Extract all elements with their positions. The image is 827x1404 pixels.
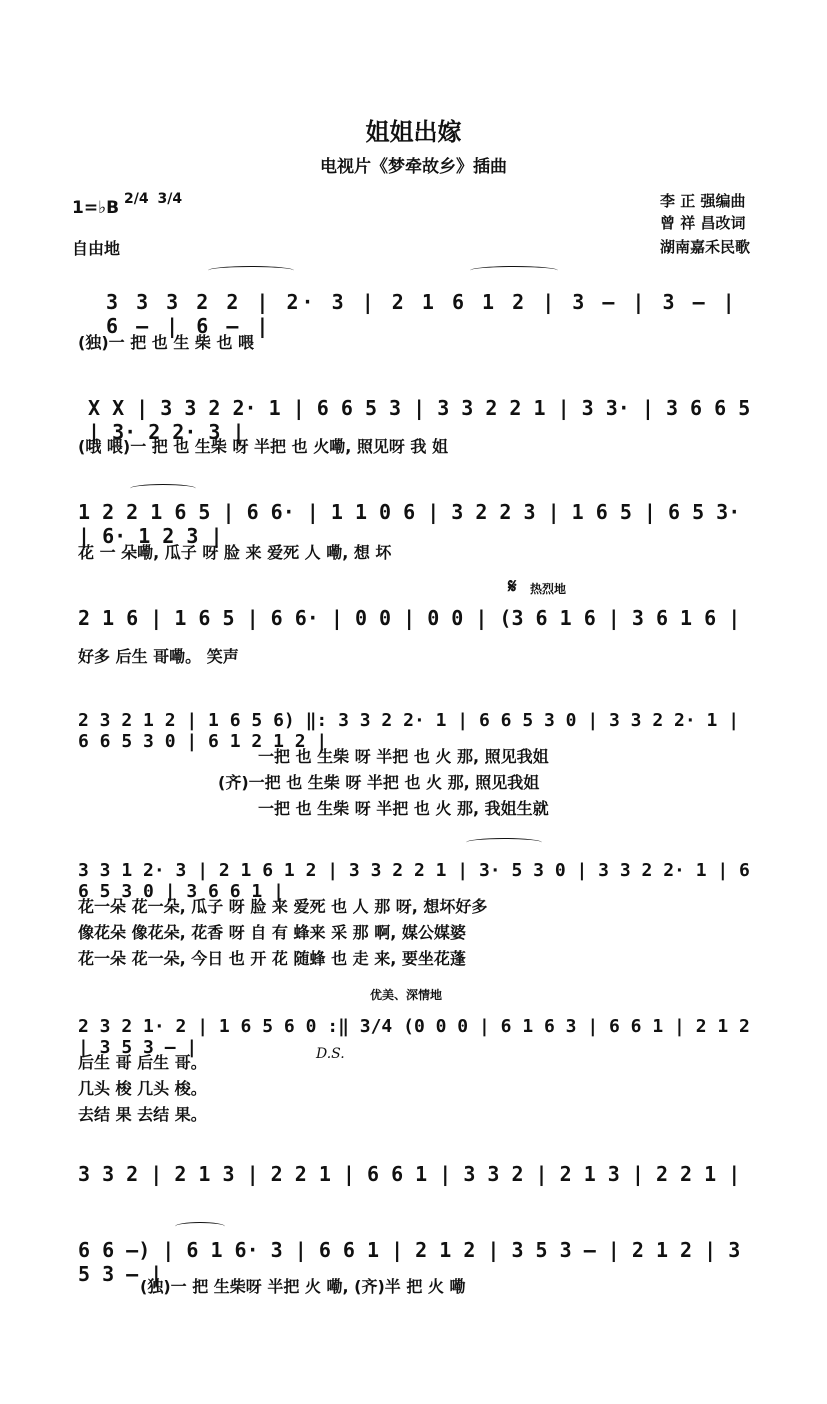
score-row-4 (78, 606, 758, 634)
tempo-lively: 热烈地 (530, 582, 567, 596)
lyric-line-5a: 一把 也 生柴 呀 半把 也 火 那, 照见我姐 (258, 747, 549, 766)
tempo-marking: 自由地 (72, 239, 121, 258)
lyric-line-9: (独)一 把 生柴呀 半把 火 嘞, (齐)半 把 火 嘞 (140, 1277, 466, 1296)
da-segno-mark: D.S. (316, 1046, 345, 1062)
slur-mark (470, 266, 558, 275)
lyric-line-5c: 一把 也 生柴 呀 半把 也 火 那, 我姐生就 (258, 799, 549, 818)
score-row-9 (78, 1238, 758, 1286)
lyric-line-3: 花 一 朵嘞, 瓜子 呀 脸 来 爱死 人 嘞, 想 坏 (78, 543, 392, 562)
notes-line: 1 2 2 1 6 5 | 6 6· | 1 1 0 6 | 3 2 2 3 | 1 6 5 | 6 5 3· | 6· 1 2 3 | (78, 500, 741, 548)
lyric-line-7b: 几头 梭 几头 梭。 (78, 1079, 207, 1098)
score-row-1 (78, 290, 758, 338)
score-row-8 (78, 1162, 758, 1190)
song-title: 姐姐出嫁 (365, 118, 462, 146)
lyric-line-7c: 去结 果 去结 果。 (78, 1105, 207, 1124)
key-signature: 1=♭B (72, 198, 120, 218)
notes-line: 6 6 –) | 6 1 6· 3 | 6 6 1 | 2 1 2 | 3 5 3 – | 2 1 2 | 3 5 3 – | (78, 1238, 741, 1286)
score-row-3 (78, 500, 758, 548)
credit-origin: 湖南嘉禾民歌 (660, 238, 751, 256)
notes-line: 2 3 2 1· 2 | 1 6 5 6 0 :‖ 3/4 (0 0 0 | 6 1 6 3 | 6 6 1 | 2 1 2 | 3 5 3 – | (78, 1016, 750, 1058)
notes-line: X X | 3 3 2 2· 1 | 6 6 5 3 | 3 3 2 2 1 | 3 3· | 3 6 6 5 | 3· 2 2· 3 | (88, 396, 751, 444)
score-row-6 (78, 860, 758, 902)
slur-mark (130, 484, 196, 493)
score-row-5 (78, 710, 758, 752)
notes-line: 2 1 6 | 1 6 5 | 6 6· | 0 0 | 0 0 | (3 6 1 6 | 3 6 1 6 | (78, 606, 741, 630)
slur-mark (175, 1222, 225, 1231)
lyric-line-6c: 花一朵 花一朵, 今日 也 开 花 随蜂 也 走 来, 要坐花蓬 (78, 949, 466, 968)
credit-lyricist: 曾 祥 昌改词 (660, 214, 746, 232)
lyric-line-6a: 花一朵 花一朵, 瓜子 呀 脸 来 爱死 也 人 那 呀, 想坏好多 (78, 897, 488, 916)
time-sig-24: 2/4 (124, 191, 149, 207)
segno-icon: 𝄋 (508, 574, 517, 598)
notes-line: 2 3 2 1 2 | 1 6 5 6) ‖: 3 3 2 2· 1 | 6 6 5 3 0 | 3 3 2 2· 1 | 6 6 5 3 0 | 6 1 2 1 2 | (78, 710, 740, 752)
time-signature (124, 192, 186, 206)
lyric-line-1: (独)一 把 也 生 柴 也 喂 (78, 333, 255, 352)
slur-mark (208, 266, 294, 275)
lyric-line-7a: 后生 哥 后生 哥。 (78, 1053, 207, 1072)
tempo-gentle: 优美、深情地 (370, 988, 443, 1002)
score-row-2 (78, 396, 758, 444)
time-sig-34: 3/4 (157, 191, 183, 207)
lyric-line-6b: 像花朵 像花朵, 花香 呀 自 有 蜂来 采 那 啊, 媒公媒婆 (78, 923, 466, 942)
credit-arranger: 李 正 强编曲 (660, 192, 746, 210)
lyric-line-5b: (齐)一把 也 生柴 呀 半把 也 火 那, 照见我姐 (218, 773, 540, 792)
slur-mark (466, 838, 542, 847)
song-subtitle: 电视片《梦牵故乡》插曲 (320, 157, 507, 177)
notes-line: 3 3 1 2· 3 | 2 1 6 1 2 | 3 3 2 2 1 | 3· 5 3 0 | 3 3 2 2· 1 | 6 6 5 3 0 | 3 6 6 1 | (78, 860, 750, 902)
lyric-line-4: 好多 后生 哥嘞。 笑声 (78, 647, 239, 666)
notes-line: 3 3 3 2 2 | 2· 3 | 2 1 6 1 2 | 3 – | 3 – | 6 – | 6 – | (106, 290, 738, 338)
lyric-line-2: (哦 喂)一 把 也 生柴 呀 半把 也 火嘞, 照见呀 我 姐 (78, 437, 448, 456)
notes-line: 3 3 2 | 2 1 3 | 2 2 1 | 6 6 1 | 3 3 2 | 2 1 3 | 2 2 1 | (78, 1162, 741, 1186)
